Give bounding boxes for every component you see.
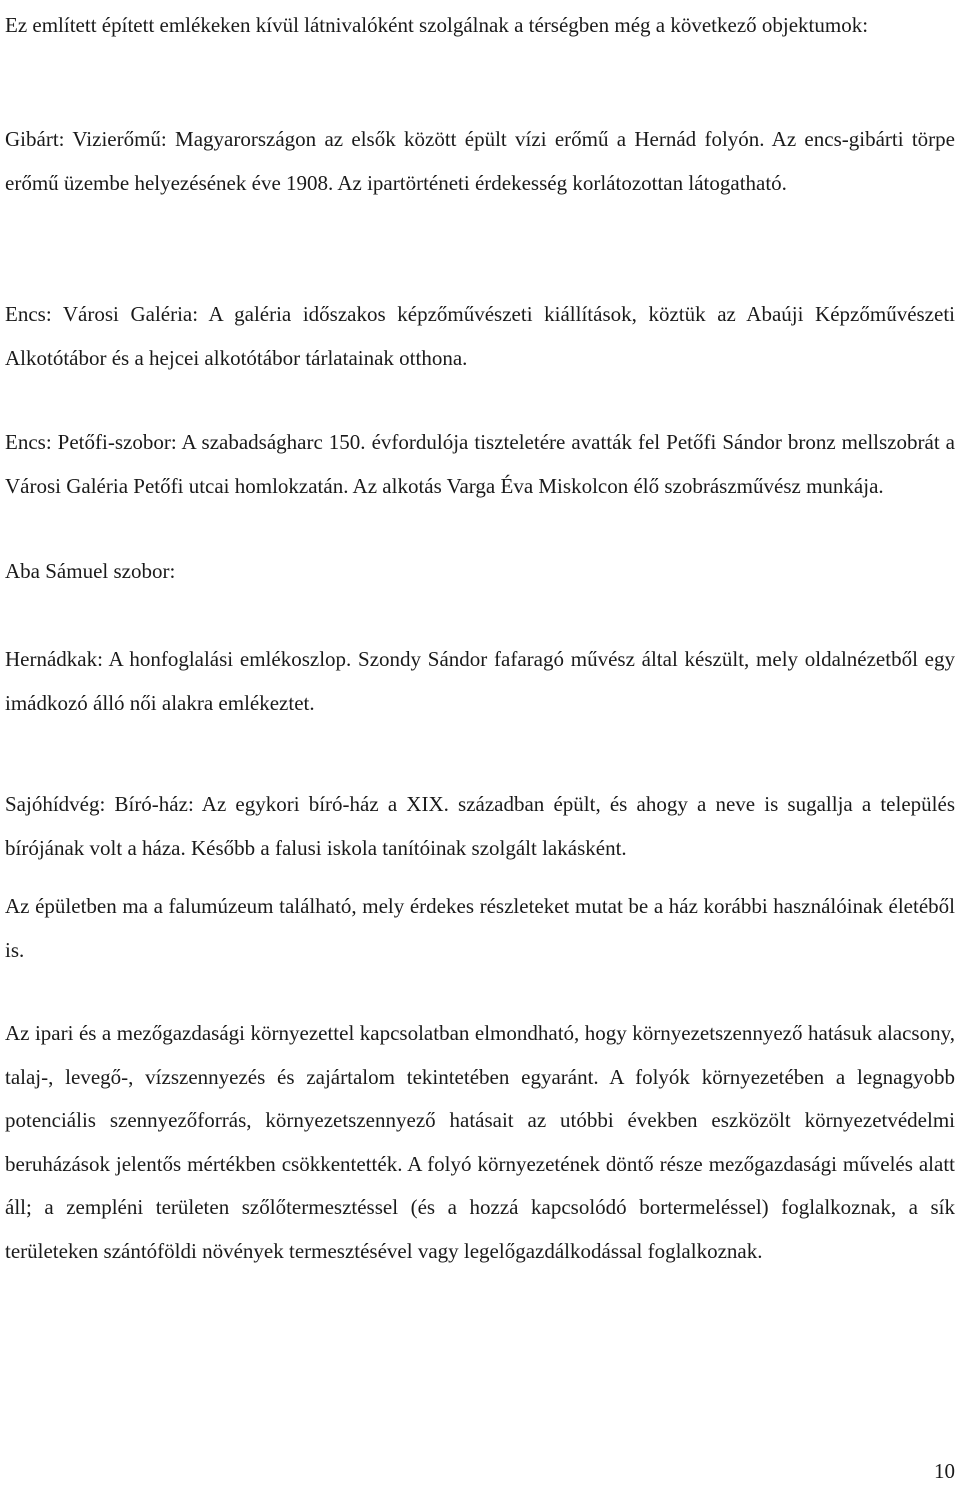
paragraph-intro: Ez említett épített emlékeken kívül látnivalóként szolgálnak a térségben még a következő objektumok: xyxy=(5,13,869,37)
paragraph-falumuzeum: Az épületben ma a falumúzeum található, mely érdekes részleteket mutat be a ház korábbi használóinak életéből is. xyxy=(5,894,955,962)
paragraph-hernadkak: Hernádkak: A honfoglalási emlékoszlop. Szondy Sándor fafaragó művész által készült, mely oldalnézetből egy imádkozó álló női alakra emlékeztet. xyxy=(5,647,955,715)
paragraph-sajohidveg: Sajóhídvég: Bíró-ház: Az egykori bíró-ház a XIX. században épült, és ahogy a neve is sugallja a település bírójának volt a háza. Később a falusi iskola tanítóinak szolgált lakásként. xyxy=(5,792,955,860)
paragraph-aba-samuel: Aba Sámuel szobor: xyxy=(5,559,176,583)
paragraph-gibart: Gibárt: Vizierőmű: Magyarországon az elsők között épült vízi erőmű a Hernád folyón. Az encs-gibárti törpe erőmű üzembe helyezésének éve 1908. Az ipartörténeti érdekesség korlátozottan látogatható. xyxy=(5,127,955,195)
page-number: 10 xyxy=(934,1459,955,1483)
paragraph-encs-galeria: Encs: Városi Galéria: A galéria időszakos képzőművészeti kiállítások, köztük az Abaúji Képzőművészeti Alkotótábor és a hejcei alkotótábor tárlatainak otthona. xyxy=(5,302,955,370)
paragraph-encs-petofi: Encs: Petőfi-szobor: A szabadságharc 150. évfordulója tiszteletére avatták fel Petőfi Sándor bronz mellszobrát a Városi Galéria Petőfi utcai homlokzatán. Az alkotás Varga Éva Miskolcon élő szobrászművész munkája. xyxy=(5,430,955,498)
paragraph-kornyezet: Az ipari és a mezőgazdasági környezettel kapcsolatban elmondható, hogy környezetszennyező hatásuk alacsony, talaj-, levegő-, vízszennyezés és zajártalom tekintetében egyaránt. A folyók környezetében a legnagyobb potenciális szennyezőforrás, környezetszennyező hatásait az utóbbi években eszközölt környezetvédelmi beruházások jelentős mértékben csökkentették. A folyó környezetének döntő része mezőgazdasági művelés alatt áll; a zempléni területen szőlőtermesztéssel (és a hozzá kapcsolódó bortermeléssel) foglalkoznak, a sík területeken szántóföldi növények termesztésével vagy legelőgazdálkodással foglalkoznak. xyxy=(5,1021,955,1263)
